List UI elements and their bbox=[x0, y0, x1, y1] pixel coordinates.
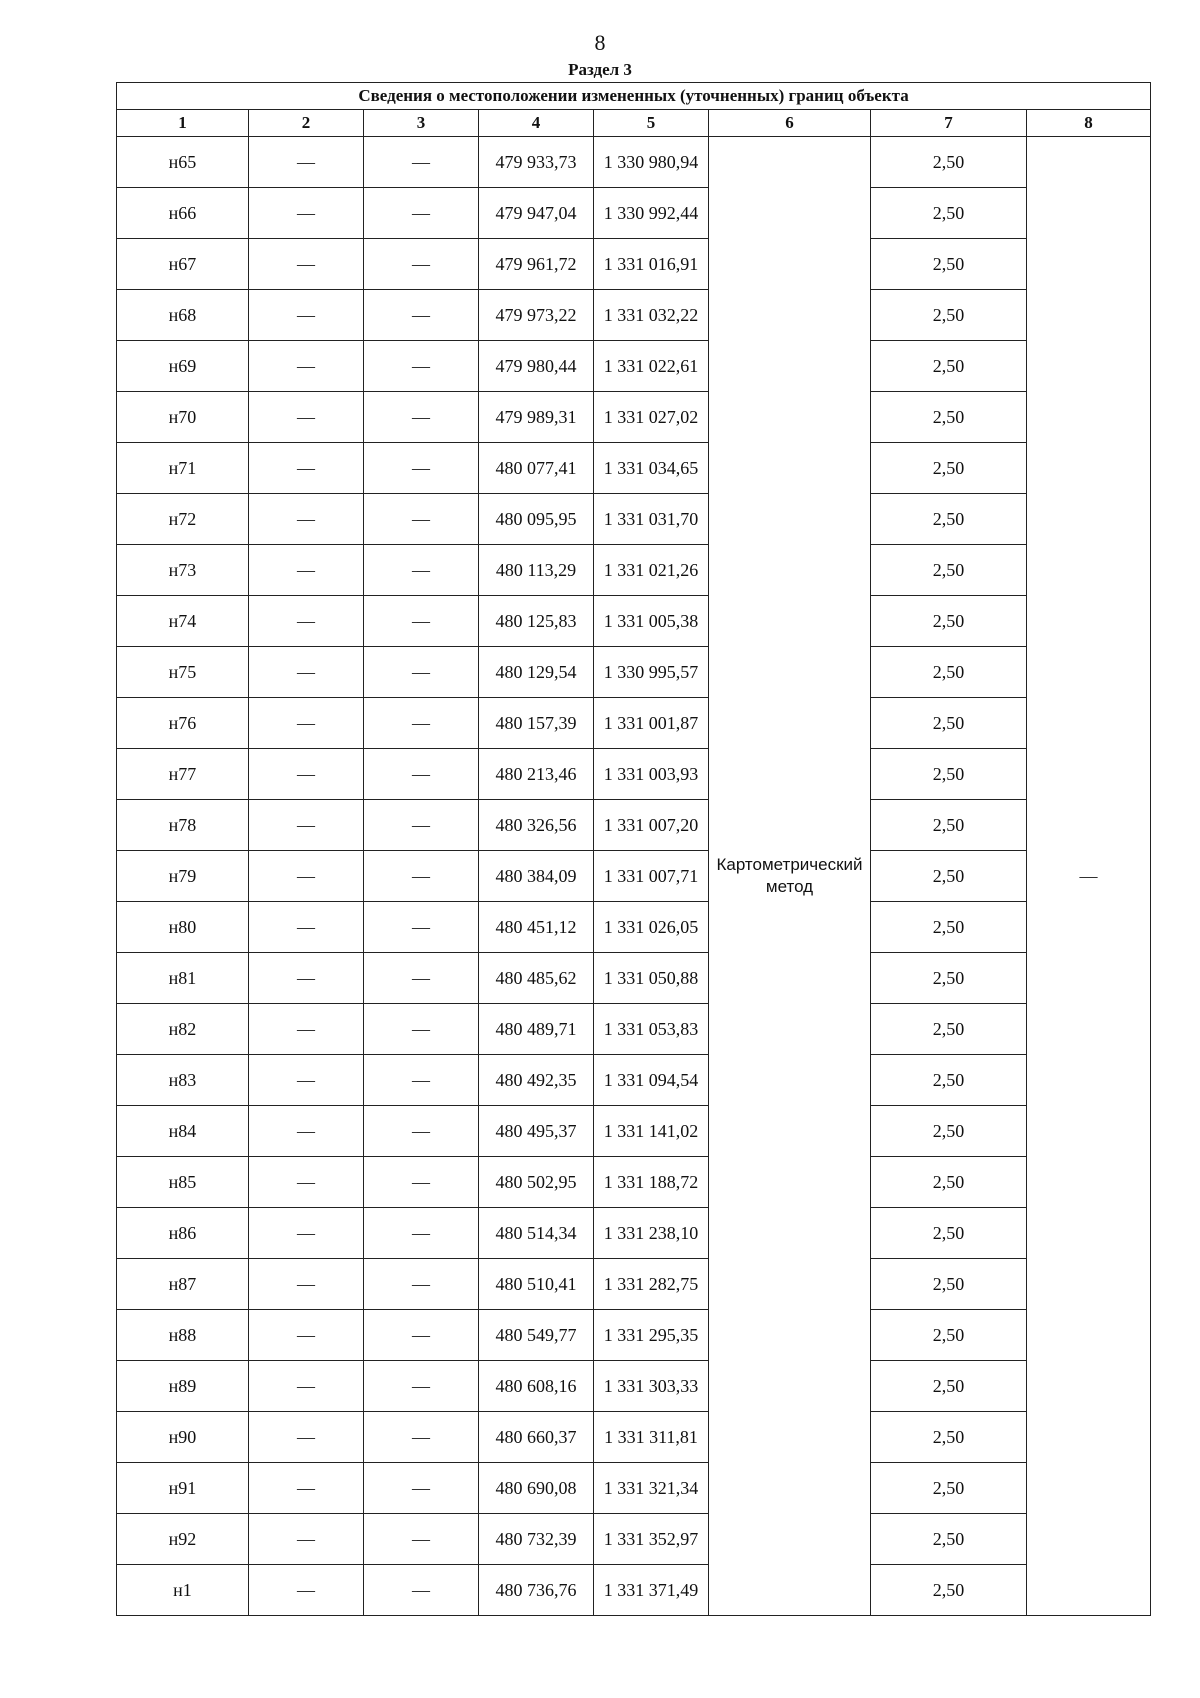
point-label-cell: н83 bbox=[117, 1055, 249, 1106]
accuracy-cell: 2,50 bbox=[871, 137, 1027, 188]
x-coordinate-cell: 480 326,56 bbox=[479, 800, 594, 851]
y-coordinate-cell: 1 331 321,34 bbox=[594, 1463, 709, 1514]
column-2-cell: — bbox=[249, 188, 364, 239]
column-3-cell: — bbox=[364, 1004, 479, 1055]
column-3-cell: — bbox=[364, 902, 479, 953]
column-3-cell: — bbox=[364, 137, 479, 188]
point-label-cell: н78 bbox=[117, 800, 249, 851]
accuracy-cell: 2,50 bbox=[871, 290, 1027, 341]
y-coordinate-cell: 1 331 027,02 bbox=[594, 392, 709, 443]
table-row bbox=[117, 851, 1151, 902]
column-3-cell: — bbox=[364, 1463, 479, 1514]
column-2-cell: — bbox=[249, 137, 364, 188]
point-label-cell: н70 bbox=[117, 392, 249, 443]
column-2-cell: — bbox=[249, 1157, 364, 1208]
point-label-cell: н68 bbox=[117, 290, 249, 341]
column-2-cell: — bbox=[249, 1259, 364, 1310]
column-3-cell: — bbox=[364, 647, 479, 698]
x-coordinate-cell: 479 933,73 bbox=[479, 137, 594, 188]
table-row bbox=[117, 443, 1151, 494]
y-coordinate-cell: 1 331 032,22 bbox=[594, 290, 709, 341]
accuracy-cell: 2,50 bbox=[871, 851, 1027, 902]
accuracy-cell: 2,50 bbox=[871, 647, 1027, 698]
column-number-2: 2 bbox=[249, 110, 364, 137]
x-coordinate-cell: 479 961,72 bbox=[479, 239, 594, 290]
table-row bbox=[117, 188, 1151, 239]
point-label-cell: н86 bbox=[117, 1208, 249, 1259]
accuracy-cell: 2,50 bbox=[871, 1259, 1027, 1310]
y-coordinate-cell: 1 331 016,91 bbox=[594, 239, 709, 290]
x-coordinate-cell: 480 129,54 bbox=[479, 647, 594, 698]
column-3-cell: — bbox=[364, 1259, 479, 1310]
page-number: 8 bbox=[594, 30, 606, 55]
x-coordinate-cell: 480 495,37 bbox=[479, 1106, 594, 1157]
column-2-cell: — bbox=[249, 800, 364, 851]
column-3-cell: — bbox=[364, 1514, 479, 1565]
y-coordinate-cell: 1 331 003,93 bbox=[594, 749, 709, 800]
x-coordinate-cell: 480 514,34 bbox=[479, 1208, 594, 1259]
x-coordinate-cell: 480 549,77 bbox=[479, 1310, 594, 1361]
column-number-3: 3 bbox=[364, 110, 479, 137]
x-coordinate-cell: 480 736,76 bbox=[479, 1565, 594, 1616]
y-coordinate-cell: 1 331 188,72 bbox=[594, 1157, 709, 1208]
x-coordinate-cell: 480 095,95 bbox=[479, 494, 594, 545]
column-2-cell: — bbox=[249, 698, 364, 749]
x-coordinate-cell: 480 077,41 bbox=[479, 443, 594, 494]
column-2-cell: — bbox=[249, 1310, 364, 1361]
accuracy-cell: 2,50 bbox=[871, 1361, 1027, 1412]
column-3-cell: — bbox=[364, 392, 479, 443]
accuracy-cell: 2,50 bbox=[871, 953, 1027, 1004]
point-label-cell: н91 bbox=[117, 1463, 249, 1514]
y-coordinate-cell: 1 330 992,44 bbox=[594, 188, 709, 239]
column-3-cell: — bbox=[364, 1106, 479, 1157]
column-3-cell: — bbox=[364, 239, 479, 290]
column-3-cell: — bbox=[364, 290, 479, 341]
column-2-cell: — bbox=[249, 290, 364, 341]
column-3-cell: — bbox=[364, 1412, 479, 1463]
column-2-cell: — bbox=[249, 239, 364, 290]
column-8-cell: — bbox=[1027, 137, 1151, 1616]
y-coordinate-cell: 1 331 034,65 bbox=[594, 443, 709, 494]
table-row bbox=[117, 953, 1151, 1004]
y-coordinate-cell: 1 330 995,57 bbox=[594, 647, 709, 698]
column-number-6: 6 bbox=[709, 110, 871, 137]
y-coordinate-cell: 1 331 311,81 bbox=[594, 1412, 709, 1463]
accuracy-cell: 2,50 bbox=[871, 188, 1027, 239]
y-coordinate-cell: 1 331 094,54 bbox=[594, 1055, 709, 1106]
column-2-cell: — bbox=[249, 1106, 364, 1157]
column-3-cell: — bbox=[364, 1565, 479, 1616]
column-3-cell: — bbox=[364, 341, 479, 392]
x-coordinate-cell: 480 492,35 bbox=[479, 1055, 594, 1106]
y-coordinate-cell: 1 331 050,88 bbox=[594, 953, 709, 1004]
accuracy-cell: 2,50 bbox=[871, 1004, 1027, 1055]
column-2-cell: — bbox=[249, 1361, 364, 1412]
column-2-cell: — bbox=[249, 494, 364, 545]
table-row bbox=[117, 545, 1151, 596]
column-2-cell: — bbox=[249, 1208, 364, 1259]
point-label-cell: н71 bbox=[117, 443, 249, 494]
column-2-cell: — bbox=[249, 647, 364, 698]
column-2-cell: — bbox=[249, 545, 364, 596]
accuracy-cell: 2,50 bbox=[871, 1514, 1027, 1565]
point-label-cell: н92 bbox=[117, 1514, 249, 1565]
column-2-cell: — bbox=[249, 851, 364, 902]
table-row bbox=[117, 341, 1151, 392]
x-coordinate-cell: 480 489,71 bbox=[479, 1004, 594, 1055]
column-2-cell: — bbox=[249, 1463, 364, 1514]
column-number-row bbox=[117, 110, 1151, 137]
column-3-cell: — bbox=[364, 953, 479, 1004]
table-row bbox=[117, 137, 1151, 188]
x-coordinate-cell: 480 125,83 bbox=[479, 596, 594, 647]
table-row bbox=[117, 494, 1151, 545]
column-3-cell: — bbox=[364, 1055, 479, 1106]
y-coordinate-cell: 1 331 001,87 bbox=[594, 698, 709, 749]
y-coordinate-cell: 1 331 026,05 bbox=[594, 902, 709, 953]
point-label-cell: н73 bbox=[117, 545, 249, 596]
y-coordinate-cell: 1 331 295,35 bbox=[594, 1310, 709, 1361]
table-row bbox=[117, 902, 1151, 953]
point-label-cell: н1 bbox=[117, 1565, 249, 1616]
table-caption: Сведения о местоположении измененных (уточненных) границ объекта bbox=[117, 83, 1151, 110]
point-label-cell: н65 bbox=[117, 137, 249, 188]
column-3-cell: — bbox=[364, 1361, 479, 1412]
table-row bbox=[117, 749, 1151, 800]
y-coordinate-cell: 1 330 980,94 bbox=[594, 137, 709, 188]
accuracy-cell: 2,50 bbox=[871, 1055, 1027, 1106]
column-number-4: 4 bbox=[479, 110, 594, 137]
table-row bbox=[117, 800, 1151, 851]
x-coordinate-cell: 480 451,12 bbox=[479, 902, 594, 953]
y-coordinate-cell: 1 331 371,49 bbox=[594, 1565, 709, 1616]
point-label-cell: н67 bbox=[117, 239, 249, 290]
column-3-cell: — bbox=[364, 1310, 479, 1361]
y-coordinate-cell: 1 331 282,75 bbox=[594, 1259, 709, 1310]
x-coordinate-cell: 479 989,31 bbox=[479, 392, 594, 443]
point-label-cell: н88 bbox=[117, 1310, 249, 1361]
x-coordinate-cell: 480 660,37 bbox=[479, 1412, 594, 1463]
x-coordinate-cell: 480 485,62 bbox=[479, 953, 594, 1004]
x-coordinate-cell: 480 213,46 bbox=[479, 749, 594, 800]
point-label-cell: н87 bbox=[117, 1259, 249, 1310]
column-2-cell: — bbox=[249, 749, 364, 800]
table-row bbox=[117, 596, 1151, 647]
y-coordinate-cell: 1 331 005,38 bbox=[594, 596, 709, 647]
column-2-cell: — bbox=[249, 1055, 364, 1106]
accuracy-cell: 2,50 bbox=[871, 749, 1027, 800]
accuracy-cell: 2,50 bbox=[871, 494, 1027, 545]
table-row bbox=[117, 392, 1151, 443]
column-number-1: 1 bbox=[117, 110, 249, 137]
column-2-cell: — bbox=[249, 1514, 364, 1565]
x-coordinate-cell: 479 980,44 bbox=[479, 341, 594, 392]
column-3-cell: — bbox=[364, 851, 479, 902]
point-label-cell: н72 bbox=[117, 494, 249, 545]
y-coordinate-cell: 1 331 352,97 bbox=[594, 1514, 709, 1565]
point-label-cell: н76 bbox=[117, 698, 249, 749]
accuracy-cell: 2,50 bbox=[871, 596, 1027, 647]
table-row bbox=[117, 1157, 1151, 1208]
table-row bbox=[117, 647, 1151, 698]
table-row bbox=[117, 1565, 1151, 1616]
point-label-cell: н82 bbox=[117, 1004, 249, 1055]
table-row bbox=[117, 1106, 1151, 1157]
table-row bbox=[117, 1463, 1151, 1514]
column-3-cell: — bbox=[364, 188, 479, 239]
column-number-8: 8 bbox=[1027, 110, 1151, 137]
x-coordinate-cell: 480 510,41 bbox=[479, 1259, 594, 1310]
accuracy-cell: 2,50 bbox=[871, 545, 1027, 596]
column-3-cell: — bbox=[364, 1208, 479, 1259]
table-row bbox=[117, 1004, 1151, 1055]
x-coordinate-cell: 480 157,39 bbox=[479, 698, 594, 749]
y-coordinate-cell: 1 331 031,70 bbox=[594, 494, 709, 545]
point-label-cell: н89 bbox=[117, 1361, 249, 1412]
table-row bbox=[117, 1310, 1151, 1361]
x-coordinate-cell: 480 608,16 bbox=[479, 1361, 594, 1412]
y-coordinate-cell: 1 331 303,33 bbox=[594, 1361, 709, 1412]
method-cell: Картометрический метод bbox=[709, 137, 871, 1616]
column-number-5: 5 bbox=[594, 110, 709, 137]
column-3-cell: — bbox=[364, 800, 479, 851]
x-coordinate-cell: 479 947,04 bbox=[479, 188, 594, 239]
column-2-cell: — bbox=[249, 596, 364, 647]
column-2-cell: — bbox=[249, 1412, 364, 1463]
table-row bbox=[117, 239, 1151, 290]
column-3-cell: — bbox=[364, 1157, 479, 1208]
point-label-cell: н80 bbox=[117, 902, 249, 953]
accuracy-cell: 2,50 bbox=[871, 902, 1027, 953]
table-row bbox=[117, 1361, 1151, 1412]
column-3-cell: — bbox=[364, 698, 479, 749]
column-2-cell: — bbox=[249, 341, 364, 392]
accuracy-cell: 2,50 bbox=[871, 443, 1027, 494]
x-coordinate-cell: 480 690,08 bbox=[479, 1463, 594, 1514]
accuracy-cell: 2,50 bbox=[871, 1310, 1027, 1361]
table-row bbox=[117, 1259, 1151, 1310]
column-3-cell: — bbox=[364, 443, 479, 494]
accuracy-cell: 2,50 bbox=[871, 1463, 1027, 1514]
accuracy-cell: 2,50 bbox=[871, 392, 1027, 443]
column-2-cell: — bbox=[249, 902, 364, 953]
table-row bbox=[117, 1412, 1151, 1463]
point-label-cell: н74 bbox=[117, 596, 249, 647]
table-row bbox=[117, 1208, 1151, 1259]
y-coordinate-cell: 1 331 141,02 bbox=[594, 1106, 709, 1157]
table-row bbox=[117, 1514, 1151, 1565]
accuracy-cell: 2,50 bbox=[871, 1106, 1027, 1157]
y-coordinate-cell: 1 331 021,26 bbox=[594, 545, 709, 596]
point-label-cell: н85 bbox=[117, 1157, 249, 1208]
x-coordinate-cell: 480 384,09 bbox=[479, 851, 594, 902]
x-coordinate-cell: 480 113,29 bbox=[479, 545, 594, 596]
column-2-cell: — bbox=[249, 1565, 364, 1616]
column-2-cell: — bbox=[249, 443, 364, 494]
x-coordinate-cell: 479 973,22 bbox=[479, 290, 594, 341]
y-coordinate-cell: 1 331 238,10 bbox=[594, 1208, 709, 1259]
x-coordinate-cell: 480 502,95 bbox=[479, 1157, 594, 1208]
column-3-cell: — bbox=[364, 596, 479, 647]
table-row bbox=[117, 290, 1151, 341]
column-3-cell: — bbox=[364, 494, 479, 545]
table-row bbox=[117, 1055, 1151, 1106]
y-coordinate-cell: 1 331 053,83 bbox=[594, 1004, 709, 1055]
table-row bbox=[117, 698, 1151, 749]
point-label-cell: н81 bbox=[117, 953, 249, 1004]
column-2-cell: — bbox=[249, 953, 364, 1004]
accuracy-cell: 2,50 bbox=[871, 1157, 1027, 1208]
accuracy-cell: 2,50 bbox=[871, 1412, 1027, 1463]
column-2-cell: — bbox=[249, 392, 364, 443]
accuracy-cell: 2,50 bbox=[871, 698, 1027, 749]
x-coordinate-cell: 480 732,39 bbox=[479, 1514, 594, 1565]
accuracy-cell: 2,50 bbox=[871, 1208, 1027, 1259]
accuracy-cell: 2,50 bbox=[871, 1565, 1027, 1616]
y-coordinate-cell: 1 331 007,71 bbox=[594, 851, 709, 902]
column-number-7: 7 bbox=[871, 110, 1027, 137]
boundary-coordinates-table bbox=[116, 82, 1151, 1616]
point-label-cell: н75 bbox=[117, 647, 249, 698]
point-label-cell: н66 bbox=[117, 188, 249, 239]
point-label-cell: н69 bbox=[117, 341, 249, 392]
table-body bbox=[117, 137, 1151, 1616]
accuracy-cell: 2,50 bbox=[871, 239, 1027, 290]
column-3-cell: — bbox=[364, 545, 479, 596]
point-label-cell: н77 bbox=[117, 749, 249, 800]
section-title: Раздел 3 bbox=[568, 60, 632, 79]
y-coordinate-cell: 1 331 022,61 bbox=[594, 341, 709, 392]
accuracy-cell: 2,50 bbox=[871, 341, 1027, 392]
point-label-cell: н79 bbox=[117, 851, 249, 902]
column-3-cell: — bbox=[364, 749, 479, 800]
column-2-cell: — bbox=[249, 1004, 364, 1055]
point-label-cell: н90 bbox=[117, 1412, 249, 1463]
point-label-cell: н84 bbox=[117, 1106, 249, 1157]
y-coordinate-cell: 1 331 007,20 bbox=[594, 800, 709, 851]
accuracy-cell: 2,50 bbox=[871, 800, 1027, 851]
